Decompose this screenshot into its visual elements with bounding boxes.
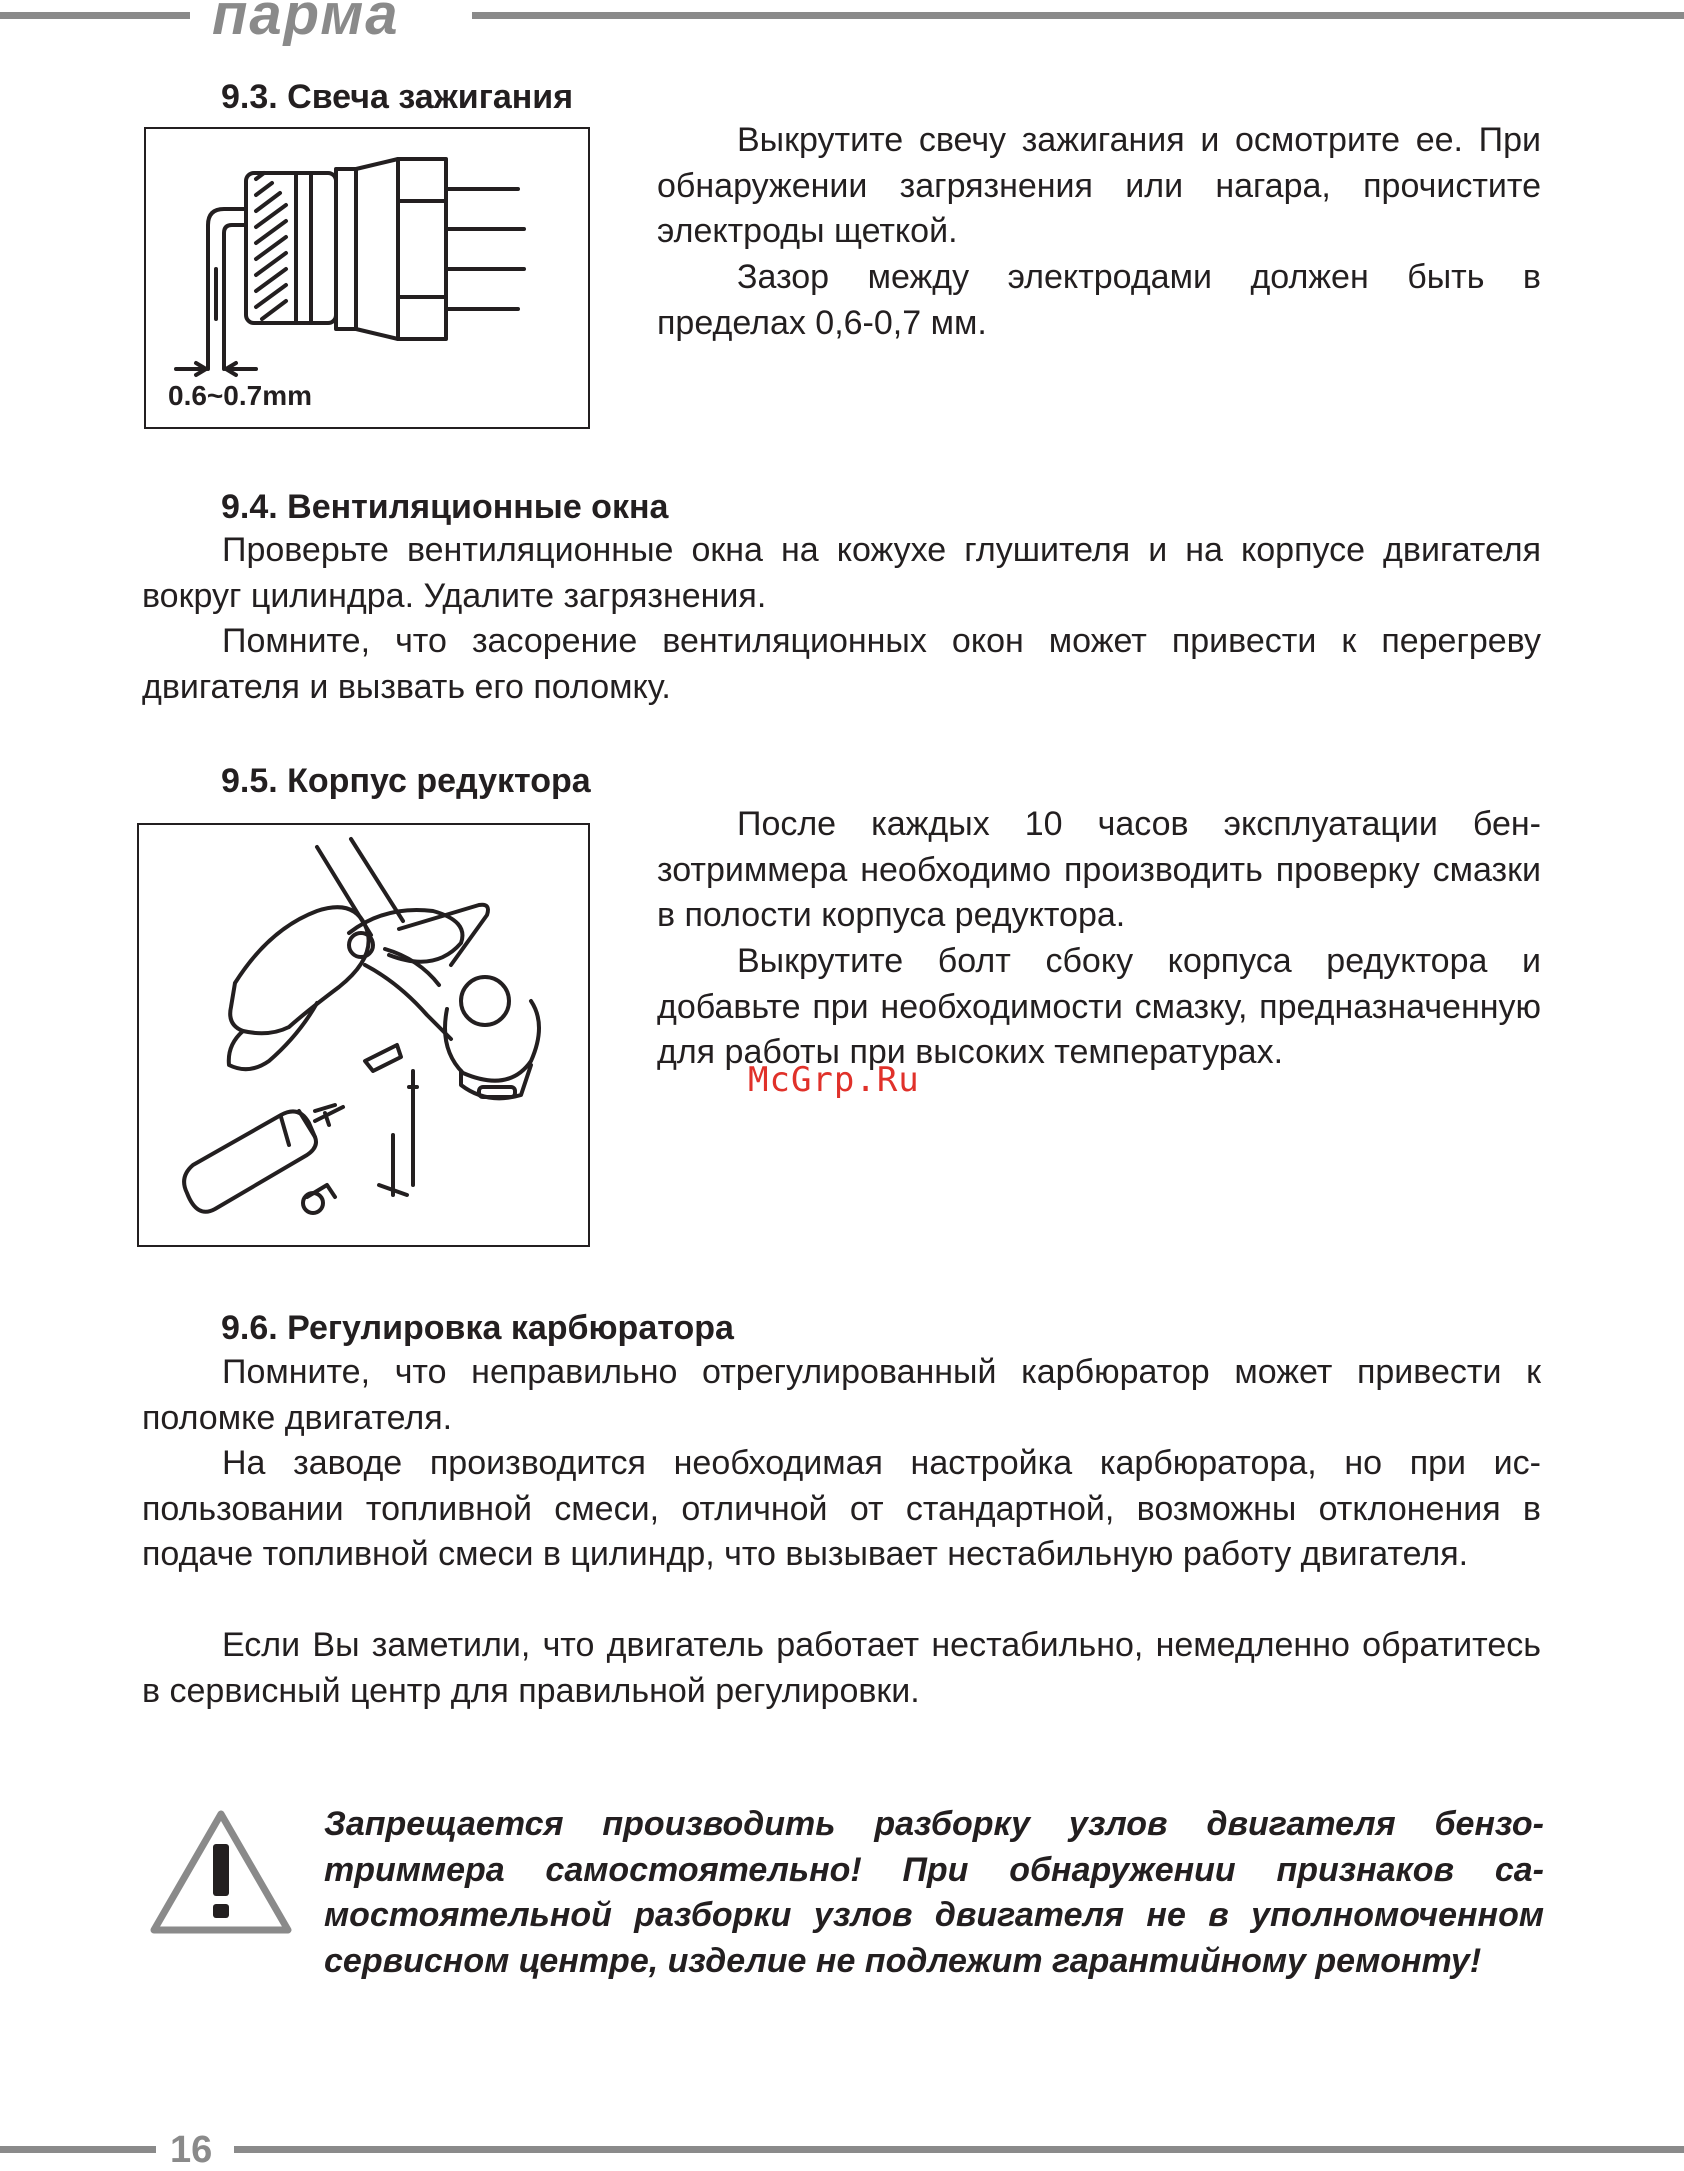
spark-plug-figure xyxy=(144,127,590,429)
spark-plug-drawing xyxy=(146,129,588,427)
warning-icon xyxy=(148,1806,294,1936)
brand-logo: парма xyxy=(212,0,400,47)
gearbox-drawing xyxy=(139,825,588,1245)
gearbox-figure xyxy=(137,823,590,1247)
section-heading-carburetor: 9.6. Регулировка карбюратора xyxy=(221,1309,734,1347)
vents-paragraph-1: Проверьте вентиляционные окна на кожухе глушителя и на корпусе двигателя вокруг цилиндра. Удалите загрязнения. xyxy=(142,531,1541,615)
vents-paragraph-2: Помните, что засорение вентиляционных окон может привести к перегреву двигателя и вызвать его поломку. xyxy=(142,622,1541,706)
footer-rule-left xyxy=(0,2146,156,2153)
warning-text: Запрещается производить разборку узлов двигателя бензотриммера самостоятельно! При обнаружении признаков самостоятельной разборки узлов двигателя не в уполномоченном сервисном центре, изделие не подлежит гарантийному ремонту! xyxy=(324,1805,1544,1980)
carburetor-paragraph-2: На заводе производится необходимая настройка карбюратора, но при использовании топливной смеси, отличной от стандартной, возможны отклонения в подаче топливной смеси в цилиндр, что вызывает нестабильную работу двигателя. xyxy=(142,1444,1541,1573)
gearbox-paragraph-2: Выкрутите болт сбоку корпуса редуктора и добавьте при необходимости смазку, предназначенную для работы при высоких температурах. xyxy=(657,942,1541,1071)
header-rule-right xyxy=(472,12,1684,19)
spark-plug-paragraph-2: Зазор между электродами должен быть в пределах 0,6-0,7 мм. xyxy=(657,258,1541,342)
section-heading-spark-plug: 9.3. Свеча зажигания xyxy=(221,78,574,116)
carburetor-paragraph-1: Помните, что неправильно отрегулированный карбюратор может привести к поломке двигателя. xyxy=(142,1353,1541,1437)
section-heading-vents: 9.4. Вентиляционные окна xyxy=(221,488,669,526)
gap-label: 0.6~0.7mm xyxy=(168,380,312,411)
section-heading-gearbox: 9.5. Корпус редуктора xyxy=(221,762,591,800)
carburetor-paragraph-3: Если Вы заметили, что двигатель работает нестабильно, немедленно обратитесь в сервисный центр для правильной регулировки. xyxy=(142,1626,1541,1710)
watermark: McGrp.Ru xyxy=(748,1060,920,1100)
page-number: 16 xyxy=(170,2129,213,2171)
footer-rule-right xyxy=(234,2146,1684,2153)
header-rule-left xyxy=(0,12,190,19)
gearbox-paragraph-1: После каждых 10 часов эксплуатации бензотриммера необходимо производить проверку смазки в полости корпуса редуктора. xyxy=(657,805,1541,934)
spark-plug-paragraph-1: Выкрутите свечу зажигания и осмотрите ее. При обнаружении загрязнения или нагара, прочистите электроды щеткой. xyxy=(657,121,1541,250)
